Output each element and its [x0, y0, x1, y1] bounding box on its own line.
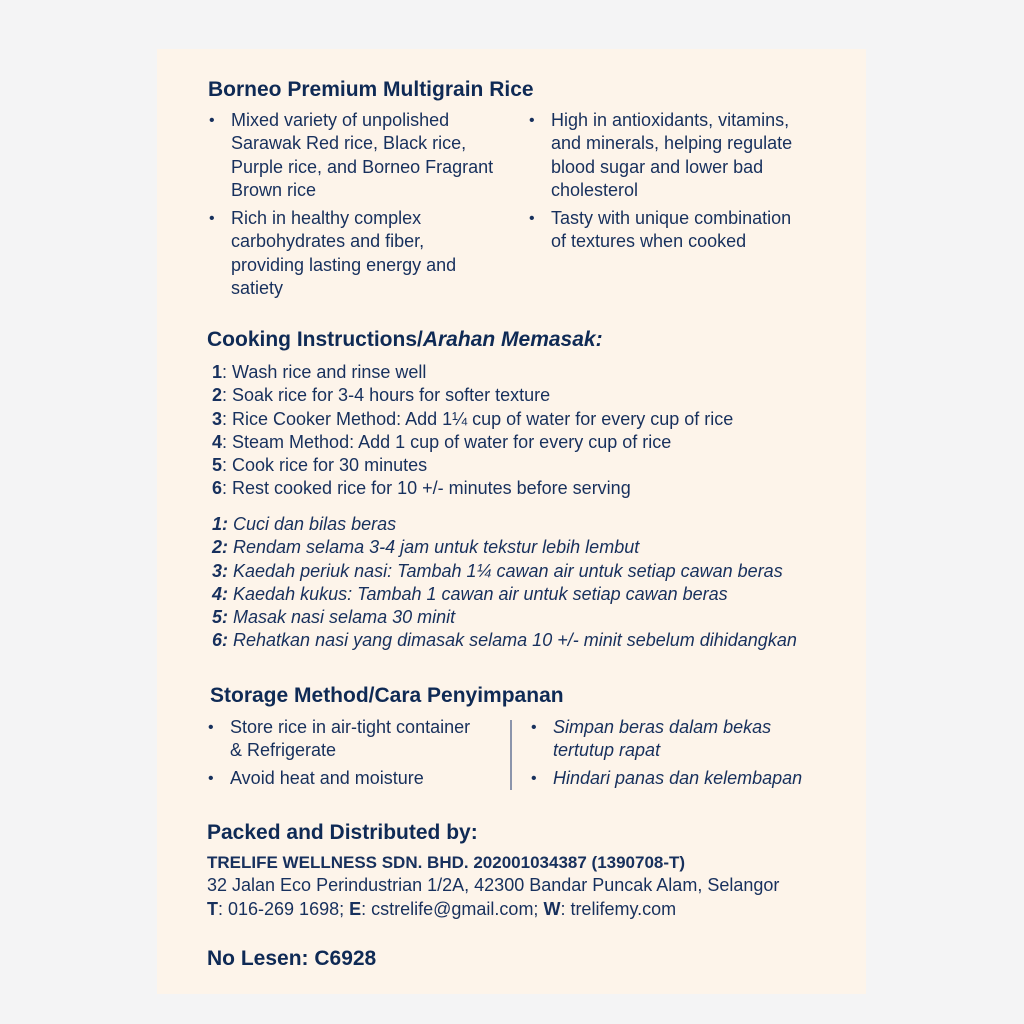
feature-line: satiety	[231, 277, 284, 298]
product-title: Borneo Premium Multigrain Rice	[208, 78, 534, 101]
storage-line: & Refrigerate	[230, 740, 337, 761]
feature-line: of textures when cooked	[551, 231, 747, 252]
phone-number: : 016-269 1698;	[218, 898, 350, 919]
storage-divider	[510, 720, 512, 790]
step-row: 4: Kaedah kukus: Tambah 1 cawan air untuk setiap cawan beras	[212, 583, 728, 604]
company-reg-no: 202001034387 (1390708-T)	[468, 853, 686, 872]
cooking-steps-malay	[212, 513, 797, 653]
contact-line: T: 016-269 1698; E: cstrelife@gmail.com; W: trelifemy.com	[207, 898, 677, 919]
storage-line: Simpan beras dalam bekas	[553, 717, 772, 737]
company-line	[207, 851, 779, 874]
feature-line: Sarawak Red rice, Black rice,	[231, 133, 467, 154]
distributor-heading: Packed and Distributed by:	[207, 821, 478, 844]
step-row: 1: Cuci dan bilas beras	[212, 514, 397, 534]
storage-item: • Store rice in air-tight container & Refrigerate	[208, 716, 520, 763]
email-address: : cstrelife@gmail.com;	[361, 898, 544, 919]
storage-title: Storage Method/Cara Penyimpanan	[210, 684, 564, 707]
website: : trelifemy.com	[560, 898, 677, 919]
feature-line: High in antioxidants, vitamins,	[551, 110, 790, 130]
step-row: 6: Rest cooked rice for 10 +/- minutes before serving	[212, 478, 631, 499]
feature-line: Tasty with unique combination	[551, 208, 792, 228]
storage-item: • Avoid heat and moisture	[208, 767, 520, 790]
step-row: 2: Rendam selama 3-4 jam untuk tekstur lebih lembut	[212, 537, 640, 558]
step-row: 5: Masak nasi selama 30 minit	[212, 607, 456, 628]
feature-line: Rich in healthy complex	[231, 208, 422, 228]
feature-item: • Mixed variety of unpolished Sarawak Red rice, Black rice, Purple rice, and Borneo Fragrant Brown rice	[209, 109, 531, 202]
cooking-steps-english	[212, 361, 733, 501]
step-row: 2: Soak rice for 3-4 hours for softer texture	[212, 385, 551, 406]
storage-line: Avoid heat and moisture	[230, 768, 424, 788]
feature-line: cholesterol	[551, 179, 639, 200]
feature-item: • Rich in healthy complex carbohydrates and fiber, providing lasting energy and satiety	[209, 207, 531, 300]
feature-line: Mixed variety of unpolished	[231, 110, 450, 130]
feature-line: Purple rice, and Borneo Fragrant	[231, 156, 494, 177]
feature-line: blood sugar and lower bad	[551, 156, 764, 177]
feature-item: • Tasty with unique combination of textures when cooked	[529, 207, 851, 254]
storage-item: • Hindari panas dan kelembapan	[531, 767, 853, 790]
address-line: 32 Jalan Eco Perindustrian 1/2A, 42300 Bandar Puncak Alam, Selangor	[207, 875, 780, 896]
feature-line: providing lasting energy and	[231, 254, 457, 275]
feature-line: and minerals, helping regulate	[551, 133, 793, 154]
feature-item: • High in antioxidants, vitamins, and minerals, helping regulate blood sugar and lower bad cholesterol	[529, 109, 851, 202]
storage-line: Store rice in air-tight container	[230, 717, 471, 737]
feature-line: carbohydrates and fiber,	[231, 231, 425, 252]
cooking-title: Cooking Instructions/Arahan Memasak:	[207, 328, 603, 351]
company-name: TRELIFE WELLNESS SDN. BHD.	[207, 853, 469, 872]
storage-item: • Simpan beras dalam bekas tertutup rapat	[531, 716, 853, 763]
step-row: 3: Kaedah periuk nasi: Tambah 1¼ cawan air untuk setiap cawan beras	[212, 560, 783, 581]
step-row: 3: Rice Cooker Method: Add 1¼ cup of water for every cup of rice	[212, 408, 734, 429]
licence-number: No Lesen: C6928	[207, 947, 377, 970]
storage-line: tertutup rapat	[553, 740, 661, 761]
step-row: 5: Cook rice for 30 minutes	[212, 455, 428, 476]
step-row: 4: Steam Method: Add 1 cup of water for every cup of rice	[212, 431, 672, 452]
storage-line: Hindari panas dan kelembapan	[553, 768, 803, 788]
step-row: 6: Rehatkan nasi yang dimasak selama 10 +/- minit sebelum dihidangkan	[212, 630, 797, 651]
distributor-details	[207, 851, 779, 921]
feature-line: Brown rice	[231, 179, 317, 200]
step-row: 1: Wash rice and rinse well	[212, 362, 427, 382]
